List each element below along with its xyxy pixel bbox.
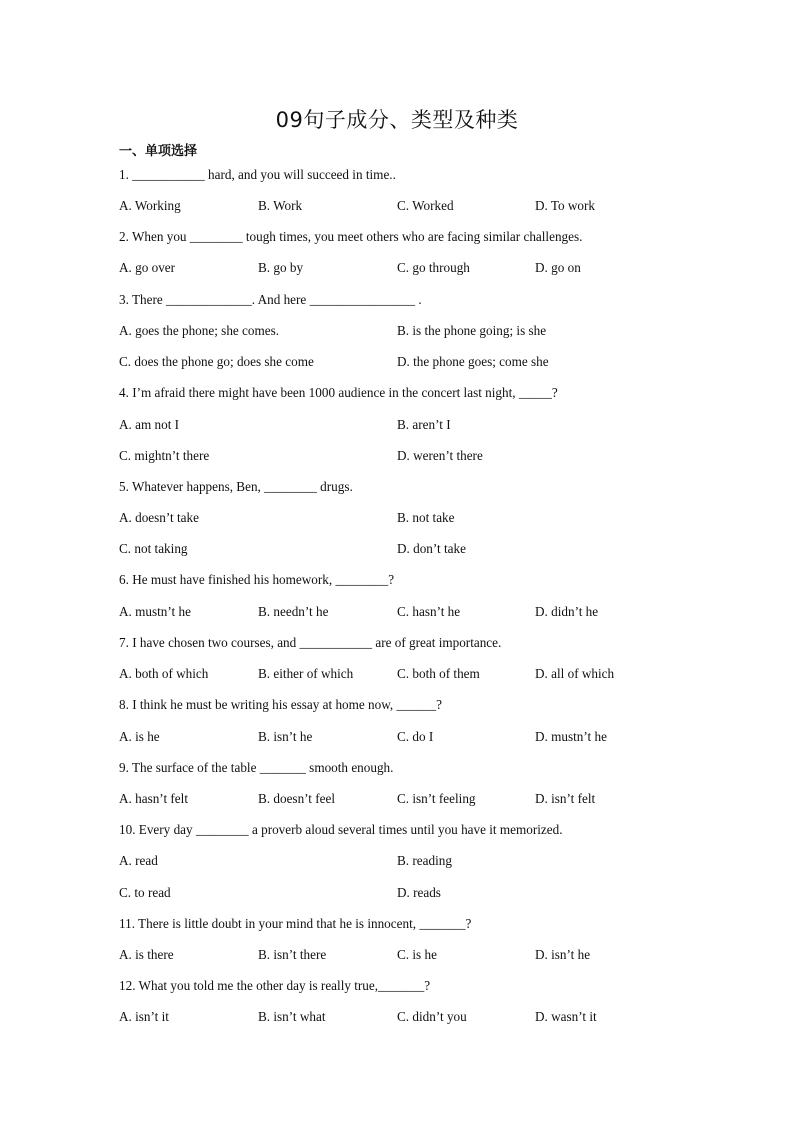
question-stem-2: 2. When you ________ tough times, you meet others who are facing similar challenges. xyxy=(119,229,583,244)
question-stem-7: 7. I have chosen two courses, and ___________ are of great importance. xyxy=(119,635,502,650)
question-stem-6: 6. He must have finished his homework, ________? xyxy=(119,572,395,587)
question-2-option-d: D. go on xyxy=(535,260,581,275)
question-stem-3: 3. There _____________. And here ________________ . xyxy=(119,292,422,307)
section-heading: 一、单项选择 xyxy=(119,144,198,159)
question-11-option-c: C. is he xyxy=(397,947,437,962)
question-stem-10: 10. Every day ________ a proverb aloud several times until you have it memorized. xyxy=(119,822,563,837)
question-9-option-b: B. doesn’t feel xyxy=(258,791,336,806)
question-stem-11: 11. There is little doubt in your mind that he is innocent, _______? xyxy=(119,916,472,931)
question-12-option-d: D. wasn’t it xyxy=(535,1009,597,1024)
question-stem-9: 9. The surface of the table _______ smooth enough. xyxy=(119,760,394,775)
question-7-option-b: B. either of which xyxy=(258,666,354,681)
question-6-option-a: A. mustn’t he xyxy=(119,604,191,619)
question-1-option-d: D. To work xyxy=(535,198,596,213)
question-10-option-d: D. reads xyxy=(397,885,441,900)
question-stem-5: 5. Whatever happens, Ben, ________ drugs. xyxy=(119,479,353,494)
question-12-option-c: C. didn’t you xyxy=(397,1009,467,1024)
question-4-option-a: A. am not I xyxy=(119,417,180,432)
question-11-option-b: B. isn’t there xyxy=(258,947,327,962)
question-11-option-d: D. isn’t he xyxy=(535,947,591,962)
question-8-option-c: C. do I xyxy=(397,729,434,744)
question-2-option-b: B. go by xyxy=(258,260,304,275)
question-8-option-d: D. mustn’t he xyxy=(535,729,607,744)
question-4-option-b: B. aren’t I xyxy=(397,417,451,432)
question-5-option-c: C. not taking xyxy=(119,541,188,556)
question-12-option-b: B. isn’t what xyxy=(258,1009,326,1024)
question-8-option-b: B. isn’t he xyxy=(258,729,313,744)
question-3-option-a: A. goes the phone; she comes. xyxy=(119,323,280,338)
question-3-option-b: B. is the phone going; is she xyxy=(397,323,547,338)
question-10-option-a: A. read xyxy=(119,853,158,868)
question-5-option-d: D. don’t take xyxy=(397,541,466,556)
question-stem-12: 12. What you told me the other day is really true,_______? xyxy=(119,978,431,993)
question-4-option-c: C. mightn’t there xyxy=(119,448,210,463)
question-6-option-b: B. needn’t he xyxy=(258,604,329,619)
question-2-option-a: A. go over xyxy=(119,260,176,275)
question-9-option-c: C. isn’t feeling xyxy=(397,791,476,806)
question-5-option-b: B. not take xyxy=(397,510,455,525)
question-9-option-d: D. isn’t felt xyxy=(535,791,596,806)
question-9-option-a: A. hasn’t felt xyxy=(119,791,188,806)
question-1-option-a: A. Working xyxy=(119,198,181,213)
question-10-option-c: C. to read xyxy=(119,885,171,900)
question-4-option-d: D. weren’t there xyxy=(397,448,483,463)
question-6-option-d: D. didn’t he xyxy=(535,604,599,619)
question-8-option-a: A. is he xyxy=(119,729,160,744)
question-7-option-a: A. both of which xyxy=(119,666,209,681)
question-11-option-a: A. is there xyxy=(119,947,174,962)
question-1-option-c: C. Worked xyxy=(397,198,454,213)
question-10-option-b: B. reading xyxy=(397,853,452,868)
page-title: 09句子成分、类型及种类 xyxy=(275,108,519,132)
question-7-option-c: C. both of them xyxy=(397,666,480,681)
question-2-option-c: C. go through xyxy=(397,260,470,275)
question-stem-4: 4. I’m afraid there might have been 1000 audience in the concert last night, _____? xyxy=(119,385,558,400)
question-3-option-d: D. the phone goes; come she xyxy=(397,354,549,369)
question-stem-8: 8. I think he must be writing his essay at home now, ______? xyxy=(119,697,442,712)
question-12-option-a: A. isn’t it xyxy=(119,1009,169,1024)
question-1-option-b: B. Work xyxy=(258,198,303,213)
question-6-option-c: C. hasn’t he xyxy=(397,604,461,619)
question-5-option-a: A. doesn’t take xyxy=(119,510,199,525)
question-stem-1: 1. ___________ hard, and you will succeed in time.. xyxy=(119,167,396,182)
question-7-option-d: D. all of which xyxy=(535,666,615,681)
question-3-option-c: C. does the phone go; does she come xyxy=(119,354,314,369)
